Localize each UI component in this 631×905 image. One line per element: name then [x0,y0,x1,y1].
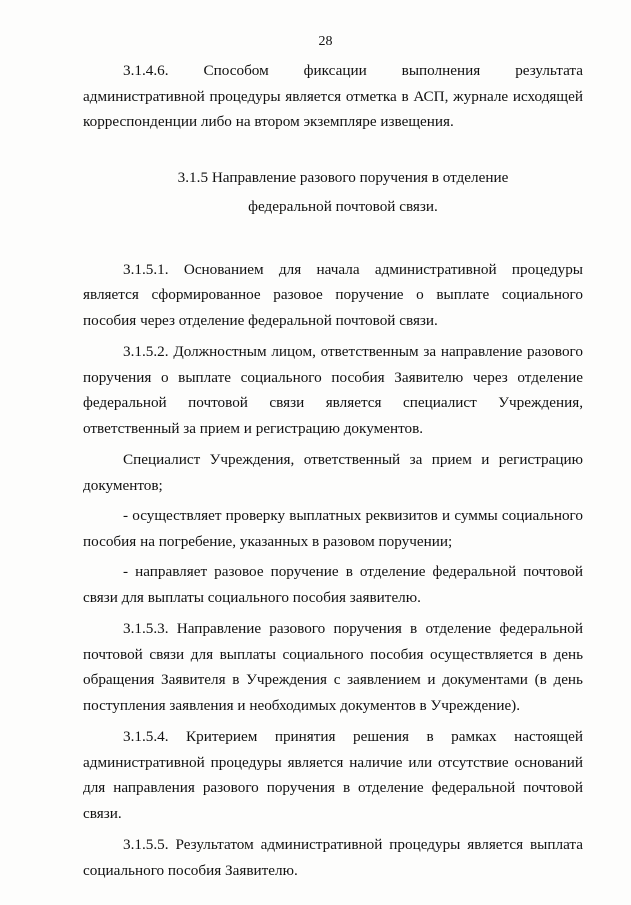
bullet-item-check-requisites: - осуществляет проверку выплатных реквизитов и суммы социального пособия на погребение, указанных в разовом поручении; [83,507,583,550]
paragraph-3-1-5-2: 3.1.5.2. Должностным лицом, ответственным за направление разового поручения о выплате социального пособия Заявителю через отделение федеральной почтовой связи является специалист Учреждения, ответственный за прием и регистрацию документов. [83,343,583,437]
bullet-item-send-order: - направляет разовое поручение в отделение федеральной почтовой связи для выплаты социального пособия заявителю. [83,563,583,606]
paragraph-3-1-5-4: 3.1.5.4. Критерием принятия решения в рамках настоящей административной процедуры является наличие или отсутствие оснований для направления разового поручения в отделение федеральной почтовой связи. [83,728,583,822]
section-heading-3-1-5: 3.1.5 Направление разового поручения в отделение федеральной почтовой связи. [177,168,509,215]
paragraph-3-1-5-3: 3.1.5.3. Направление разового поручения в отделение федеральной почтовой связи для выплаты социального пособия осуществляется в день обращения Заявителя в Учреждения с заявлением и документами (в день поступления заявления и необходимых документов в Учреждение). [83,620,583,714]
paragraph-3-1-5-5: 3.1.5.5. Результатом административной процедуры является выплата социального пособия Заявителю. [83,836,583,879]
paragraph-specialist: Специалист Учреждения, ответственный за прием и регистрацию документов; [83,451,583,494]
paragraph-3-1-4-6: 3.1.4.6. Способом фиксации выполнения результата административной процедуры является отметка в АСП, журнале исходящей корреспонденции либо на втором экземпляре извещения. [83,62,583,130]
paragraph-3-1-5-1: 3.1.5.1. Основанием для начала административной процедуры является сформированное разовое поручение о выплате социального пособия через отделение федеральной почтовой связи. [83,260,583,329]
page-number: 28 [318,34,333,49]
document-body [83,58,583,883]
